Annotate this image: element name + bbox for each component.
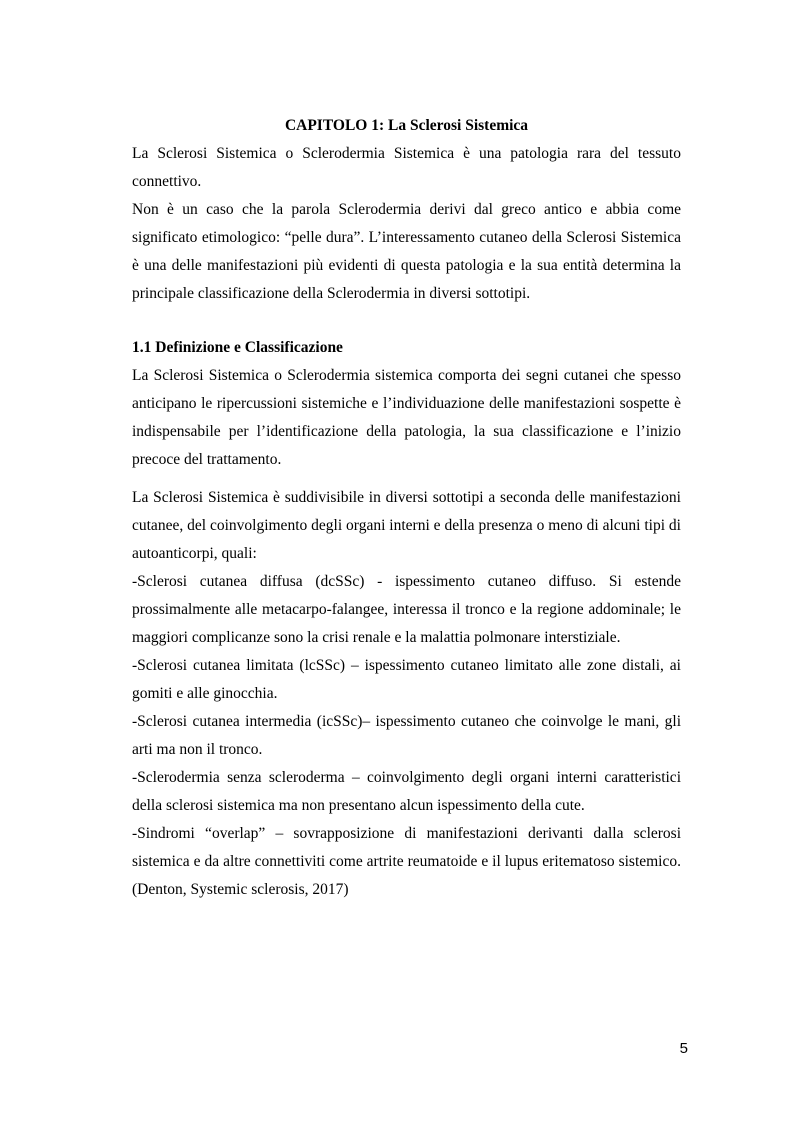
subtype-item: -Sclerodermia senza scleroderma – coinvolgimento degli organi interni caratteristici della sclerosi sistemica ma non presentano alcun ispessimento della cute. <box>132 769 681 814</box>
subtype-item: -Sclerosi cutanea intermedia (icSSc)– ispessimento cutaneo che coinvolge le mani, gli arti ma non il tronco. <box>132 713 681 758</box>
page-number: 5 <box>679 1040 688 1057</box>
intro-paragraph-2: Non è un caso che la parola Sclerodermia derivi dal greco antico e abbia come significato etimologico: “pelle dura”. L’interessamento cutaneo della Sclerosi Sistemica è una delle manifestazioni più evidenti di questa patologia e la sua entità determina la principale classificazione della Sclerodermia in diversi sottotipi. <box>132 201 681 302</box>
chapter-title: CAPITOLO 1: La Sclerosi Sistemica <box>284 117 529 134</box>
subtype-item: -Sindromi “overlap” – sovrapposizione di manifestazioni derivanti dalla sclerosi sistemica e da altre connettiviti come artrite reumatoide e il lupus eritematoso sistemico. (Denton, Systemic sclerosis, 2017) <box>132 825 681 898</box>
subtype-item: -Sclerosi cutanea limitata (lcSSc) – ispessimento cutaneo limitato alle zone distali, ai gomiti e alle ginocchia. <box>132 657 681 702</box>
section-paragraph-2: La Sclerosi Sistemica è suddivisibile in diversi sottotipi a seconda delle manifestazioni cutanee, del coinvolgimento degli organi interni e della presenza o meno di alcuni tipi di autoanticorpi, quali: <box>132 489 681 562</box>
subtype-item: -Sclerosi cutanea diffusa (dcSSc) - ispessimento cutaneo diffuso. Si estende prossimalmente alle metacarpo-falangee, interessa il tronco e la regione addominale; le maggiori complicanze sono la crisi renale e la malattia polmonare interstiziale. <box>132 573 681 646</box>
section-title: 1.1 Definizione e Classificazione <box>132 339 343 356</box>
section-paragraph-1: La Sclerosi Sistemica o Sclerodermia sistemica comporta dei segni cutanei che spesso anticipano le ripercussioni sistemiche e l’individuazione delle manifestazioni sospette è indispensabile per l’identificazione della patologia, la sua classificazione e l’inizio precoce del trattamento. <box>132 367 681 468</box>
intro-paragraph-1: La Sclerosi Sistemica o Sclerodermia Sistemica è una patologia rara del tessuto connettivo. <box>132 145 681 190</box>
page-content <box>132 112 681 904</box>
paragraph-gap <box>132 474 681 484</box>
